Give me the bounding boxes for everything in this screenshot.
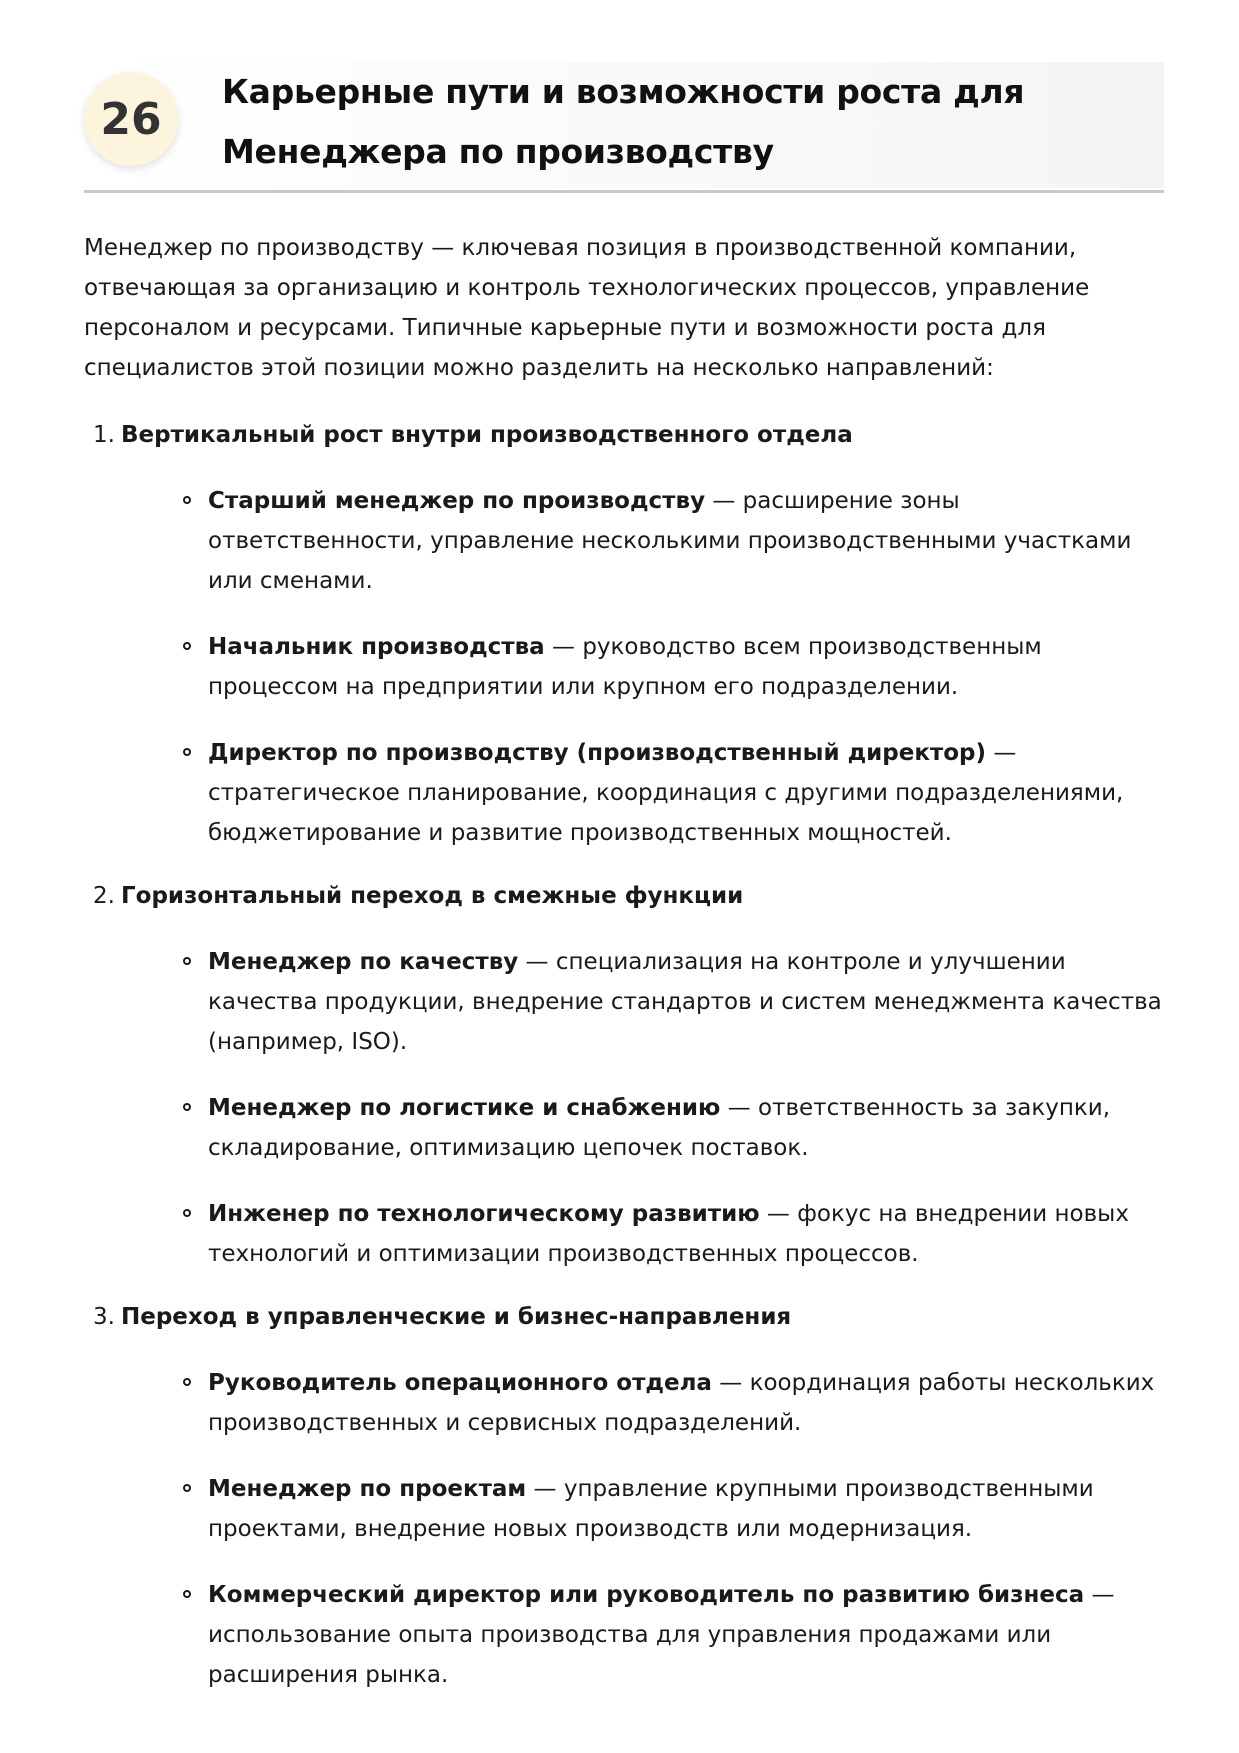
document-page bbox=[84, 0, 1164, 1688]
section-items bbox=[84, 1363, 1164, 1695]
item-description: — расширение зоны ответственности, управление несколькими производственными участками или сменами. bbox=[208, 488, 1132, 594]
item-description: — стратегическое планирование, координация с другими подразделениями, бюджетирование и развитие производственных мощностей. bbox=[208, 740, 1124, 846]
intro-paragraph: Менеджер по производству — ключевая позиция в производственной компании, отвечающая за организацию и контроль технологических процессов, управление персоналом и ресурсами. Типичные карьерные пути и возможности роста для специалистов этой позиции можно разделить на несколько направлений: bbox=[84, 235, 1090, 381]
section-items bbox=[84, 942, 1164, 1274]
item-term: Менеджер по логистике и снабжению bbox=[208, 1095, 721, 1121]
item-term: Коммерческий директор или руководитель по развитию бизнеса bbox=[208, 1582, 1085, 1608]
list-item bbox=[84, 942, 1164, 1062]
item-description: — руководство всем производственным процессом на предприятии или крупном его подразделении. bbox=[208, 634, 1042, 700]
item-description: — специализация на контроле и улучшении качества продукции, внедрение стандартов и систем менеджмента качества (например, ISO). bbox=[208, 949, 1162, 1055]
circle-bullet-icon bbox=[183, 1103, 191, 1111]
list-item bbox=[84, 1194, 1164, 1274]
item-description: — ответственность за закупки, складирование, оптимизацию цепочек поставок. bbox=[208, 1095, 1111, 1161]
list-item bbox=[84, 627, 1164, 707]
section-title: Переход в управленческие и бизнес-направления bbox=[121, 1304, 792, 1330]
circle-bullet-icon bbox=[183, 1590, 191, 1598]
circle-bullet-icon bbox=[183, 1209, 191, 1217]
section-vertical-growth bbox=[84, 415, 1164, 853]
circle-bullet-icon bbox=[183, 642, 191, 650]
section-number: 3. bbox=[93, 1304, 115, 1330]
item-description: — координация работы нескольких производственных и сервисных подразделений. bbox=[208, 1370, 1155, 1436]
item-term: Старший менеджер по производству bbox=[208, 488, 706, 514]
circle-bullet-icon bbox=[183, 748, 191, 756]
item-description: — использование опыта производства для управления продажами или расширения рынка. bbox=[208, 1582, 1115, 1688]
item-term: Директор по производству (производственный директор) bbox=[208, 740, 987, 766]
list-item bbox=[84, 733, 1164, 853]
item-term: Менеджер по качеству bbox=[208, 949, 519, 975]
item-description: — фокус на внедрении новых технологий и оптимизации производственных процессов. bbox=[208, 1201, 1129, 1267]
circle-bullet-icon bbox=[183, 496, 191, 504]
list-item bbox=[84, 481, 1164, 601]
section-number: 1. bbox=[93, 422, 115, 448]
circle-bullet-icon bbox=[183, 957, 191, 965]
section-title: Горизонтальный переход в смежные функции bbox=[121, 883, 744, 909]
section-title: Вертикальный рост внутри производственного отдела bbox=[121, 422, 853, 448]
item-term: Начальник производства bbox=[208, 634, 545, 660]
circle-bullet-icon bbox=[183, 1484, 191, 1492]
section-heading bbox=[84, 1297, 1164, 1337]
career-paths-list bbox=[84, 415, 1164, 1718]
section-business-direction bbox=[84, 1297, 1164, 1695]
section-heading bbox=[84, 876, 1164, 916]
list-item bbox=[84, 1363, 1164, 1443]
list-item bbox=[84, 1088, 1164, 1168]
section-heading bbox=[84, 415, 1164, 455]
list-item bbox=[84, 1469, 1164, 1549]
item-term: Менеджер по проектам bbox=[208, 1476, 527, 1502]
circle-bullet-icon bbox=[183, 1378, 191, 1386]
item-description: — управление крупными производственными проектами, внедрение новых производств или модернизация. bbox=[208, 1476, 1094, 1542]
section-number: 2. bbox=[93, 883, 115, 909]
section-items bbox=[84, 481, 1164, 853]
page-title: Карьерные пути и возможности роста для Менеджера по производству bbox=[222, 72, 1025, 171]
item-term: Руководитель операционного отдела bbox=[208, 1370, 712, 1396]
section-horizontal-move bbox=[84, 876, 1164, 1274]
item-term: Инженер по технологическому развитию bbox=[208, 1201, 760, 1227]
list-item bbox=[84, 1575, 1164, 1695]
chapter-header bbox=[84, 0, 1164, 193]
chapter-number-badge: 26 bbox=[84, 72, 178, 166]
